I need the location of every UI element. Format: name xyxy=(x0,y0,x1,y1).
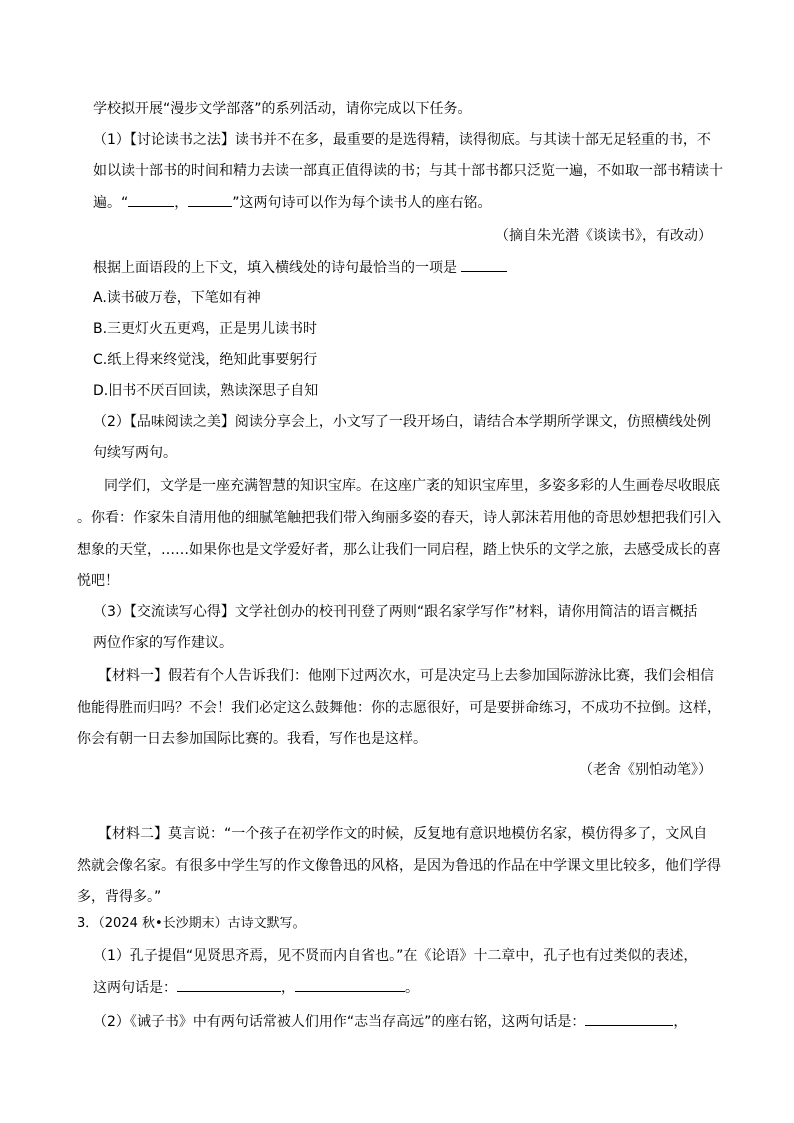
answer-blank xyxy=(128,192,174,207)
answer-blank xyxy=(295,977,405,992)
q1-prompt xyxy=(93,257,507,278)
option-b: B.三更灯火五更鸡，正是男儿读书时 xyxy=(93,321,318,337)
section-3-heading: 3．（2024 秋•长沙期末）古诗文默写。 xyxy=(77,916,306,931)
answer-blank xyxy=(585,1011,673,1026)
q2-paragraph-line-1: 同学们，文学是一座充满智慧的知识宝库。在这座广袤的知识宝库里，多姿多彩的人生画卷尽收眼底 xyxy=(104,478,720,494)
q2-line-2: 句续写两句。 xyxy=(93,445,177,461)
material-1-line-2: 他能得胜而归吗？不会！我们必定这么鼓舞他：你的志愿很好，可是要拼命练习，不成功不拉倒。这样， xyxy=(77,700,721,716)
trailing-comma: ， xyxy=(673,1014,688,1030)
q2-paragraph-line-3: 想象的天堂，……如果你也是文学爱好者，那么让我们一同启程，踏上快乐的文学之旅，去感受成长的喜 xyxy=(77,542,721,558)
q2-line-1: （2）【品味阅读之美】阅读分享会上，小文写了一段开场白，请结合本学期所学课文，仿照横线处例 xyxy=(93,414,711,430)
material-2-line-2: 然就会像名家。有很多中学生写的作文像鲁迅的风格，是因为鲁迅的作品在中学课文里比较多，他们学得 xyxy=(77,858,721,874)
blank-separator: ， xyxy=(281,980,295,996)
q1-source: （摘自朱光潜《谈读书》，有改动） xyxy=(495,228,712,244)
material-2-line-3: 多，背得多。” xyxy=(77,889,162,905)
q3-line-2: 两位作家的写作建议。 xyxy=(93,635,233,651)
q2-paragraph-line-4: 悦吧！ xyxy=(77,573,119,589)
answer-blank xyxy=(188,192,232,207)
answer-blank xyxy=(461,257,507,272)
option-d: D.旧书不厌百回读，熟读深思子自知 xyxy=(93,383,319,399)
q1-line-2: 如以读十部书的时间和精力去读一部真正值得读的书；与其十部书都只泛览一遍，不如取一部书精读十 xyxy=(93,163,723,179)
option-c: C.纸上得来终觉浅，绝知此事要躬行 xyxy=(93,352,318,368)
q2-paragraph-line-2: 。你看：作家朱自清用他的细腻笔触把我们带入绚丽多姿的春天，诗人郭沫若用他的奇思妙想把我们引入 xyxy=(77,510,721,526)
answer-blank xyxy=(177,977,281,992)
q1-line-3 xyxy=(93,192,492,213)
option-a: A.读书破万卷，下笔如有神 xyxy=(93,290,261,306)
s3-part-1-line-2 xyxy=(93,977,419,998)
material-1-line-3: 你会有朝一日去参加国际比赛的。我看，写作也是这样。 xyxy=(77,731,427,747)
q3-line-1: （3）【交流读写心得】文学社创办的校刊刊登了两则“跟名家学写作”材料，请你用简洁的语言概括 xyxy=(93,604,698,620)
s3-part-2-line-1-start: （2）《诫子书》中有两句话常被人们用作“志当存高远”的座右铭，这两句话是： xyxy=(93,1014,586,1030)
s3-part-1-line-1: （1）孔子提倡“见贤思齐焉，见不贤而内自省也。”在《论语》十二章中，孔子也有过类似的表述， xyxy=(93,948,698,964)
material-1-line-1: 【材料一】假若有个人告诉我们：他刚下过两次水，可是决定马上去参加国际游泳比赛，我们会相信 xyxy=(98,668,714,684)
intro-text: 学校拟开展“漫步文学部落”的系列活动，请你完成以下任务。 xyxy=(93,101,472,117)
s3-part-2-line-1 xyxy=(93,1011,687,1032)
s3-part-1-line-2-start: 这两句话是： xyxy=(93,980,177,996)
q1-line-3-end: ”这两句诗可以作为每个读书人的座右铭。 xyxy=(232,195,492,211)
material-2-line-1: 【材料二】莫言说：“一个孩子在初学作文的时候，反复地有意识地模仿名家，模仿得多了，文风自 xyxy=(98,826,708,842)
q1-prompt-text: 根据上面语段的上下文，填入横线处的诗句最恰当的一项是 xyxy=(93,260,457,276)
q1-line-1: （1）【讨论读书之法】读书并不在多，最重要的是选得精，读得彻底。与其读十部无足轻重的书，不 xyxy=(93,132,711,148)
blank-separator: ， xyxy=(174,195,189,211)
period: 。 xyxy=(405,980,419,996)
material-1-source: （老舍《别怕动笔》） xyxy=(579,762,712,778)
q1-line-3-start: 遍。“ xyxy=(93,195,129,211)
